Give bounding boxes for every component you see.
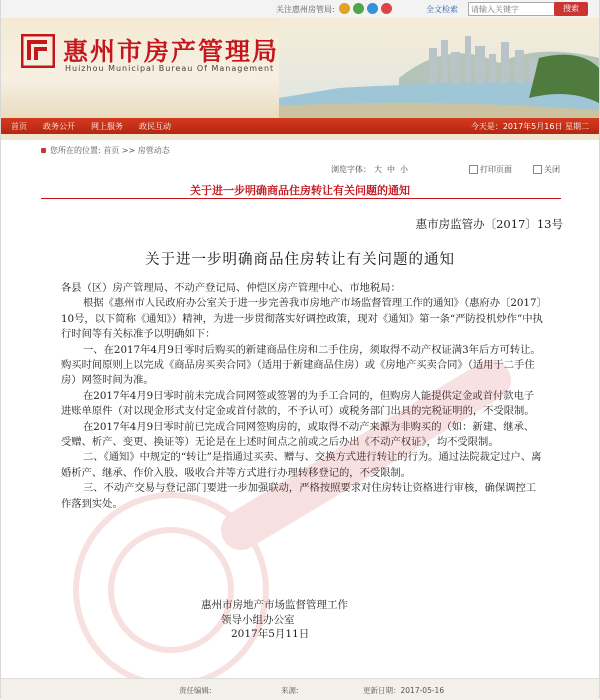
site-search-label: 全文检索 bbox=[426, 5, 458, 14]
breadcrumb bbox=[41, 145, 170, 156]
paragraph: 在2017年4月9日零时前未完成合同网签或签署的为手工合同的，但购房人能提供定金或首付款电子进账单原件（对以现金形式支付定金或首付款的，不予认可）或税务部门出具的完税证明的，不受限制。 bbox=[61, 389, 535, 418]
paragraph: 根据《惠州市人民政府办公室关于进一步完善我市房地产市场监督管理工作的通知》（惠府办〔2017〕10号，以下简称《通知》）精神，为进一步贯彻落实好调控政策，现对《通知》第一条“严防投机炒作”中执行时间等有关标准予以明确如下： bbox=[61, 297, 543, 341]
signature-office: 领导小组办公室 bbox=[221, 613, 295, 626]
nav-subbar bbox=[1, 134, 599, 140]
article-tools bbox=[1, 162, 599, 176]
close-icon bbox=[533, 165, 542, 174]
header-banner bbox=[1, 18, 599, 118]
wechat-icon[interactable] bbox=[353, 3, 364, 14]
site-title: 惠州市房产管理局 bbox=[63, 37, 280, 66]
signature-block bbox=[201, 598, 348, 642]
print-label: 打印页面 bbox=[480, 165, 512, 174]
nav-item-online-services[interactable]: 网上服务 bbox=[91, 122, 123, 131]
footer-editor: 责任编辑: bbox=[179, 686, 212, 695]
document-number: 惠市房监管办〔2017〕13号 bbox=[415, 217, 563, 231]
footer-bar bbox=[1, 678, 599, 700]
font-size-label: 浏览字体： bbox=[331, 165, 371, 174]
signature-date: 2017年5月11日 bbox=[231, 628, 310, 640]
font-size-large-button[interactable]: 大 bbox=[374, 165, 382, 174]
qq-icon[interactable] bbox=[367, 3, 378, 14]
bureau-logo-icon bbox=[21, 34, 55, 68]
document-heading: 关于进一步明确商品住房转让有关问题的通知 bbox=[145, 252, 455, 268]
breadcrumb-prefix: 您所在的位置: bbox=[50, 146, 101, 155]
search-button[interactable]: 搜索 bbox=[554, 2, 588, 16]
article-title: 关于进一步明确商品住房转让有关问题的通知 bbox=[190, 184, 410, 197]
utility-bar bbox=[1, 0, 599, 19]
site-subtitle: Huizhou Municipal Bureau Of Management bbox=[65, 64, 275, 73]
breadcrumb-home-link[interactable]: 首页 bbox=[103, 146, 120, 155]
follow-label: 关注惠州房管局: bbox=[276, 5, 335, 14]
mobile-icon[interactable] bbox=[381, 3, 392, 14]
print-icon bbox=[469, 165, 478, 174]
footer-updated: 更新日期：2017-05-16 bbox=[363, 686, 445, 695]
salutation: 各县（区）房产管理局、不动产登记局、仲恺区房产管理中心、市地税局： bbox=[61, 282, 401, 294]
main-nav bbox=[1, 118, 599, 134]
close-button[interactable] bbox=[533, 164, 560, 175]
nav-item-gov-affairs[interactable]: 政务公开 bbox=[43, 122, 75, 131]
paragraph: 三、不动产交易与登记部门要进一步加强联动，严格按照要求对住房转让资格进行审核，确保调控工作落到实处。 bbox=[61, 482, 537, 510]
city-skyline-image bbox=[279, 18, 599, 118]
font-size-small-button[interactable]: 小 bbox=[400, 165, 408, 174]
print-button[interactable] bbox=[469, 164, 512, 175]
close-label: 关闭 bbox=[544, 165, 560, 174]
nav-item-home[interactable]: 首页 bbox=[11, 122, 27, 131]
keyword-search-input[interactable] bbox=[468, 2, 556, 16]
paragraph: 二、《通知》中规定的“转让”是指通过买卖、赠与、交换方式进行转让的行为。通过法院裁定过户、离婚析产、继承、作价入股、吸收合并等方式进行办理转移登记的，不受限制。 bbox=[61, 451, 542, 479]
breadcrumb-section-link[interactable]: 房管动态 bbox=[137, 146, 170, 155]
paragraph: 在2017年4月9日零时前已完成合同网签购房的，或取得不动产来源为非购买的（如：新建、继承、受赠、析产、变更、换证等）无论是在上述时间点之前或之后办出《不动产权证》，均不受限制。 bbox=[61, 420, 535, 449]
document-body bbox=[61, 281, 543, 512]
title-divider bbox=[41, 198, 561, 199]
paragraph: 一、在2017年4月9日零时后购买的新建商品住房和二手住房，须取得不动产权证满3年后方可转让。购买时间原则上以完成《商品房买卖合同》（适用于新建商品住房）或《房地产买卖合同》（适用于二手住房）网签时间为准。 bbox=[61, 343, 541, 387]
nav-item-interaction[interactable]: 政民互动 bbox=[139, 122, 171, 131]
breadcrumb-separator: >> bbox=[121, 146, 136, 155]
location-icon bbox=[41, 148, 46, 153]
font-size-medium-button[interactable]: 中 bbox=[387, 165, 395, 174]
footer-source: 来源: bbox=[281, 686, 299, 695]
signature-org: 惠州市房地产市场监督管理工作 bbox=[201, 599, 348, 611]
weibo-icon[interactable] bbox=[339, 3, 350, 14]
today-date: 今天是：2017年5月16日 星期二 bbox=[470, 122, 589, 131]
